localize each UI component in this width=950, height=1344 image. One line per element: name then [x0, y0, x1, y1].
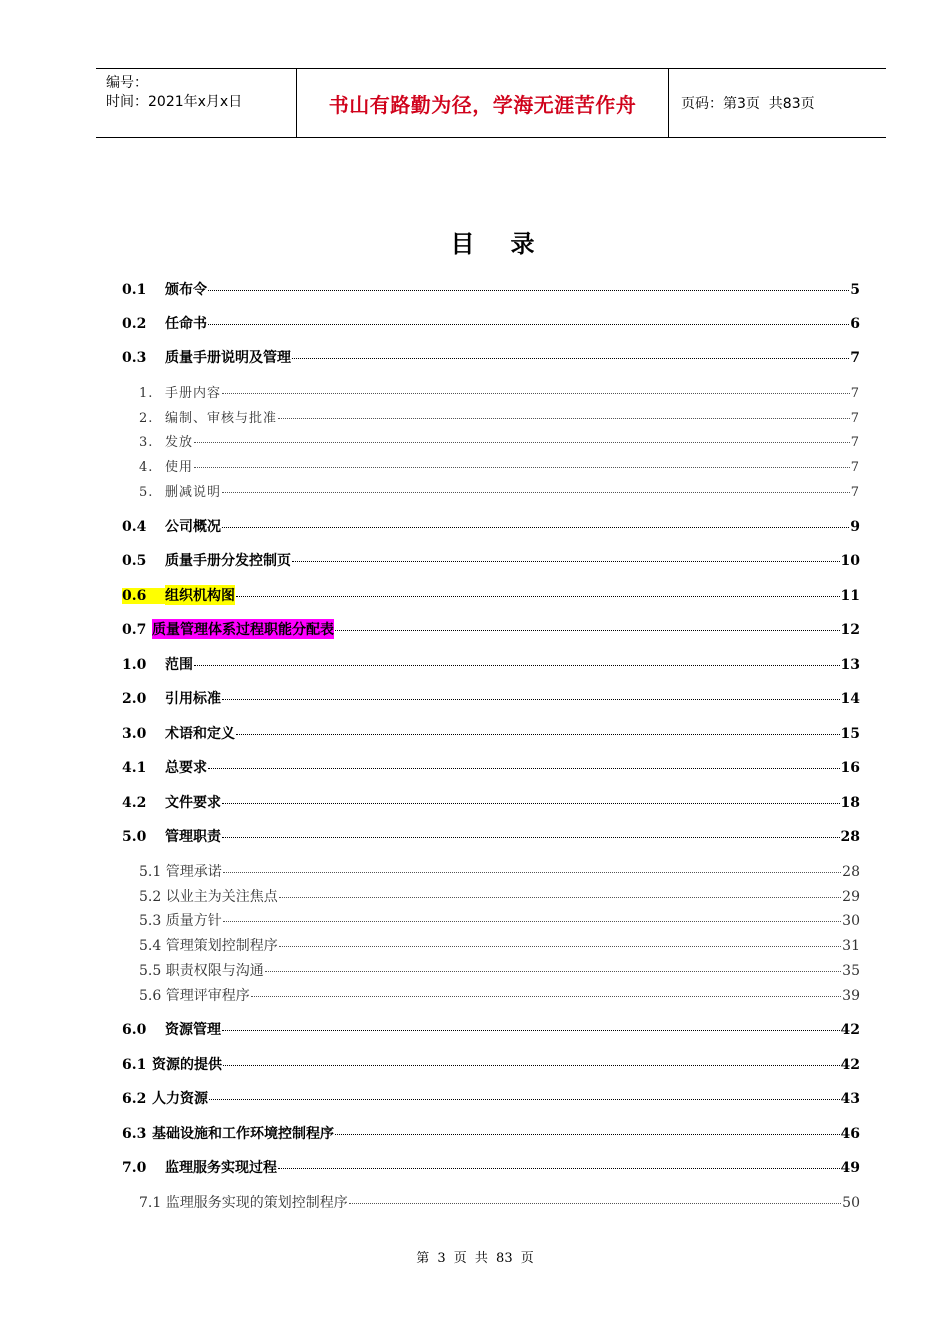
toc-text: 质量手册分发控制页	[165, 553, 291, 569]
time-label: 时间：2021年x月x日	[106, 94, 243, 110]
toc-text: 编制、审核与批准	[165, 411, 278, 426]
toc-entry[interactable]	[122, 654, 860, 674]
toc-number: 3.	[139, 435, 154, 450]
toc-page: 35	[842, 963, 860, 979]
toc-entry[interactable]	[122, 1019, 860, 1039]
toc-leader	[222, 1030, 840, 1031]
toc-leader	[194, 442, 850, 443]
toc-entry[interactable]	[122, 516, 860, 536]
toc-number: 0.1	[122, 282, 147, 298]
toc-page: 49	[840, 1160, 860, 1176]
toc-leader	[349, 1203, 841, 1204]
toc-page: 9	[850, 519, 860, 535]
toc-number: 5.	[139, 485, 154, 500]
toc-number: 6.3	[122, 1126, 147, 1142]
toc-leader	[222, 803, 840, 804]
toc-page: 42	[840, 1022, 860, 1038]
toc-leader	[265, 971, 841, 972]
toc-leader	[222, 527, 849, 528]
toc-text: 5.1 管理承诺	[139, 864, 222, 880]
toc-text: 5.2 以业主为关注焦点	[139, 889, 278, 905]
toc-text: 监理服务实现过程	[165, 1160, 277, 1176]
toc-page: 28	[840, 829, 860, 845]
toc-subentry[interactable]	[139, 960, 860, 980]
toc-leader	[236, 734, 840, 735]
toc-leader	[292, 358, 849, 359]
toc-number: 2.0	[122, 691, 147, 707]
toc-entry[interactable]	[122, 1054, 860, 1074]
toc-page: 18	[840, 795, 860, 811]
toc-entry[interactable]	[122, 1123, 860, 1143]
toc-title-char: 录	[510, 230, 535, 258]
toc-page: 6	[850, 316, 860, 332]
toc-subentry[interactable]	[139, 935, 860, 955]
toc-text: 5.4 管理策划控制程序	[139, 938, 278, 954]
toc-text: 质量手册说明及管理	[165, 350, 291, 366]
toc-text: 资源的提供	[152, 1057, 222, 1073]
toc-text: 范围	[165, 657, 193, 673]
toc-text: 任命书	[165, 316, 207, 332]
toc-leader	[222, 699, 840, 700]
toc-text: 人力资源	[152, 1091, 208, 1107]
toc-leader	[222, 492, 850, 493]
toc-entry[interactable]	[122, 826, 860, 846]
toc-leader	[279, 897, 841, 898]
toc-page: 31	[842, 938, 860, 954]
toc-text: 组织机构图	[165, 585, 235, 605]
toc-subentry[interactable]	[139, 886, 860, 906]
toc-text: 删减说明	[165, 485, 222, 500]
toc-number: 0.5	[122, 553, 147, 569]
toc-page: 14	[840, 691, 860, 707]
toc-number: 5.0	[122, 829, 147, 845]
toc-number: 0.3	[122, 350, 147, 366]
toc-page: 11	[840, 588, 860, 604]
toc-entry[interactable]	[122, 1088, 860, 1108]
toc-leader	[194, 665, 840, 666]
toc-page: 7	[850, 386, 860, 401]
header-page-info: 页码：第3页 共83页	[681, 96, 815, 112]
toc-page: 7	[850, 435, 860, 450]
toc-page: 7	[850, 460, 860, 475]
toc-leader	[222, 837, 840, 838]
toc-page: 28	[842, 864, 860, 880]
toc-subentry[interactable]	[139, 910, 860, 930]
toc-subentry[interactable]	[139, 985, 860, 1005]
toc-entry[interactable]	[122, 585, 860, 605]
toc-page: 7	[850, 411, 860, 426]
toc-page: 50	[842, 1195, 860, 1211]
toc-leader	[208, 768, 840, 769]
toc-leader	[223, 872, 841, 873]
toc-page: 7	[850, 350, 860, 366]
toc-number: 0.7	[122, 622, 147, 638]
toc-subentry[interactable]	[139, 407, 860, 426]
toc-entry[interactable]	[122, 313, 860, 333]
toc-text: 5.3 质量方针	[139, 913, 222, 929]
toc-number: 0.2	[122, 316, 147, 332]
toc-number: 6.2	[122, 1091, 147, 1107]
page-footer: 第 3 页 共 83 页	[416, 1251, 534, 1266]
toc-page: 29	[842, 889, 860, 905]
toc-text: 质量管理体系过程职能分配表	[152, 619, 334, 639]
toc-page: 7	[850, 485, 860, 500]
toc-text: 管理职责	[165, 829, 221, 845]
toc-page: 30	[842, 913, 860, 929]
toc-page: 12	[840, 622, 860, 638]
toc-subentry[interactable]	[139, 481, 860, 500]
code-label: 编号：	[106, 75, 148, 91]
toc-number: 1.0	[122, 657, 147, 673]
toc-text: 总要求	[165, 760, 207, 776]
toc-entry[interactable]	[122, 1157, 860, 1177]
toc-entry[interactable]	[122, 347, 860, 367]
toc-text: 基础设施和工作环境控制程序	[152, 1126, 334, 1142]
toc-number: 6.1	[122, 1057, 147, 1073]
toc-leader	[208, 324, 849, 325]
toc-number: 0.6	[122, 588, 165, 604]
toc-subentry[interactable]	[139, 456, 860, 475]
toc-page: 42	[840, 1057, 860, 1073]
header-motto: 书山有路勤为径，学海无涯苦作舟	[328, 92, 637, 117]
toc-entry[interactable]	[122, 723, 860, 743]
toc-leader	[278, 418, 850, 419]
toc-text: 资源管理	[165, 1022, 221, 1038]
toc-leader	[292, 561, 840, 562]
toc-text: 文件要求	[165, 795, 221, 811]
toc-page: 46	[840, 1126, 860, 1142]
toc-text: 手册内容	[165, 386, 222, 401]
toc-text: 术语和定义	[165, 726, 235, 742]
toc-entry[interactable]	[122, 792, 860, 812]
toc-text: 7.1 监理服务实现的策划控制程序	[139, 1195, 348, 1211]
toc-entry[interactable]	[122, 619, 860, 639]
toc-text: 发放	[165, 435, 194, 450]
toc-leader	[223, 921, 841, 922]
toc-page: 43	[840, 1091, 860, 1107]
toc-leader	[223, 1065, 840, 1066]
toc-leader	[335, 1134, 840, 1135]
toc-subentry[interactable]	[139, 861, 860, 881]
toc-text: 颁布令	[165, 282, 207, 298]
toc-page: 5	[850, 282, 860, 298]
toc-page: 15	[840, 726, 860, 742]
toc-leader	[279, 946, 841, 947]
toc-leader	[236, 596, 840, 597]
toc-page: 10	[840, 553, 860, 569]
toc-title-char: 目	[450, 230, 475, 258]
toc-number: 3.0	[122, 726, 147, 742]
toc-text: 使用	[165, 460, 194, 475]
toc-leader	[208, 290, 849, 291]
toc-page: 16	[840, 760, 860, 776]
toc-leader	[222, 393, 850, 394]
toc-entry[interactable]	[122, 688, 860, 708]
toc-text: 引用标准	[165, 691, 221, 707]
toc-number: 0.4	[122, 519, 147, 535]
toc-number: 7.0	[122, 1160, 147, 1176]
toc-leader	[335, 630, 840, 631]
toc-text: 5.5 职责权限与沟通	[139, 963, 264, 979]
toc-number: 1.	[139, 386, 154, 401]
toc-leader	[194, 467, 850, 468]
toc-entry[interactable]	[122, 279, 860, 299]
toc-number: 4.1	[122, 760, 147, 776]
toc-page: 39	[842, 988, 860, 1004]
toc-number: 4.	[139, 460, 154, 475]
toc-leader	[251, 996, 841, 997]
toc-entry[interactable]	[122, 757, 860, 777]
toc-page: 13	[840, 657, 860, 673]
toc-entry[interactable]	[122, 550, 860, 570]
toc-leader	[278, 1168, 840, 1169]
toc-subentry[interactable]	[139, 382, 860, 401]
toc-text: 5.6 管理评审程序	[139, 988, 250, 1004]
toc-number: 2.	[139, 411, 154, 426]
toc-number: 4.2	[122, 795, 147, 811]
toc-text: 公司概况	[165, 519, 221, 535]
toc-number: 6.0	[122, 1022, 147, 1038]
toc-leader	[209, 1099, 840, 1100]
toc-subentry[interactable]	[139, 1192, 860, 1212]
toc-subentry[interactable]	[139, 431, 860, 450]
